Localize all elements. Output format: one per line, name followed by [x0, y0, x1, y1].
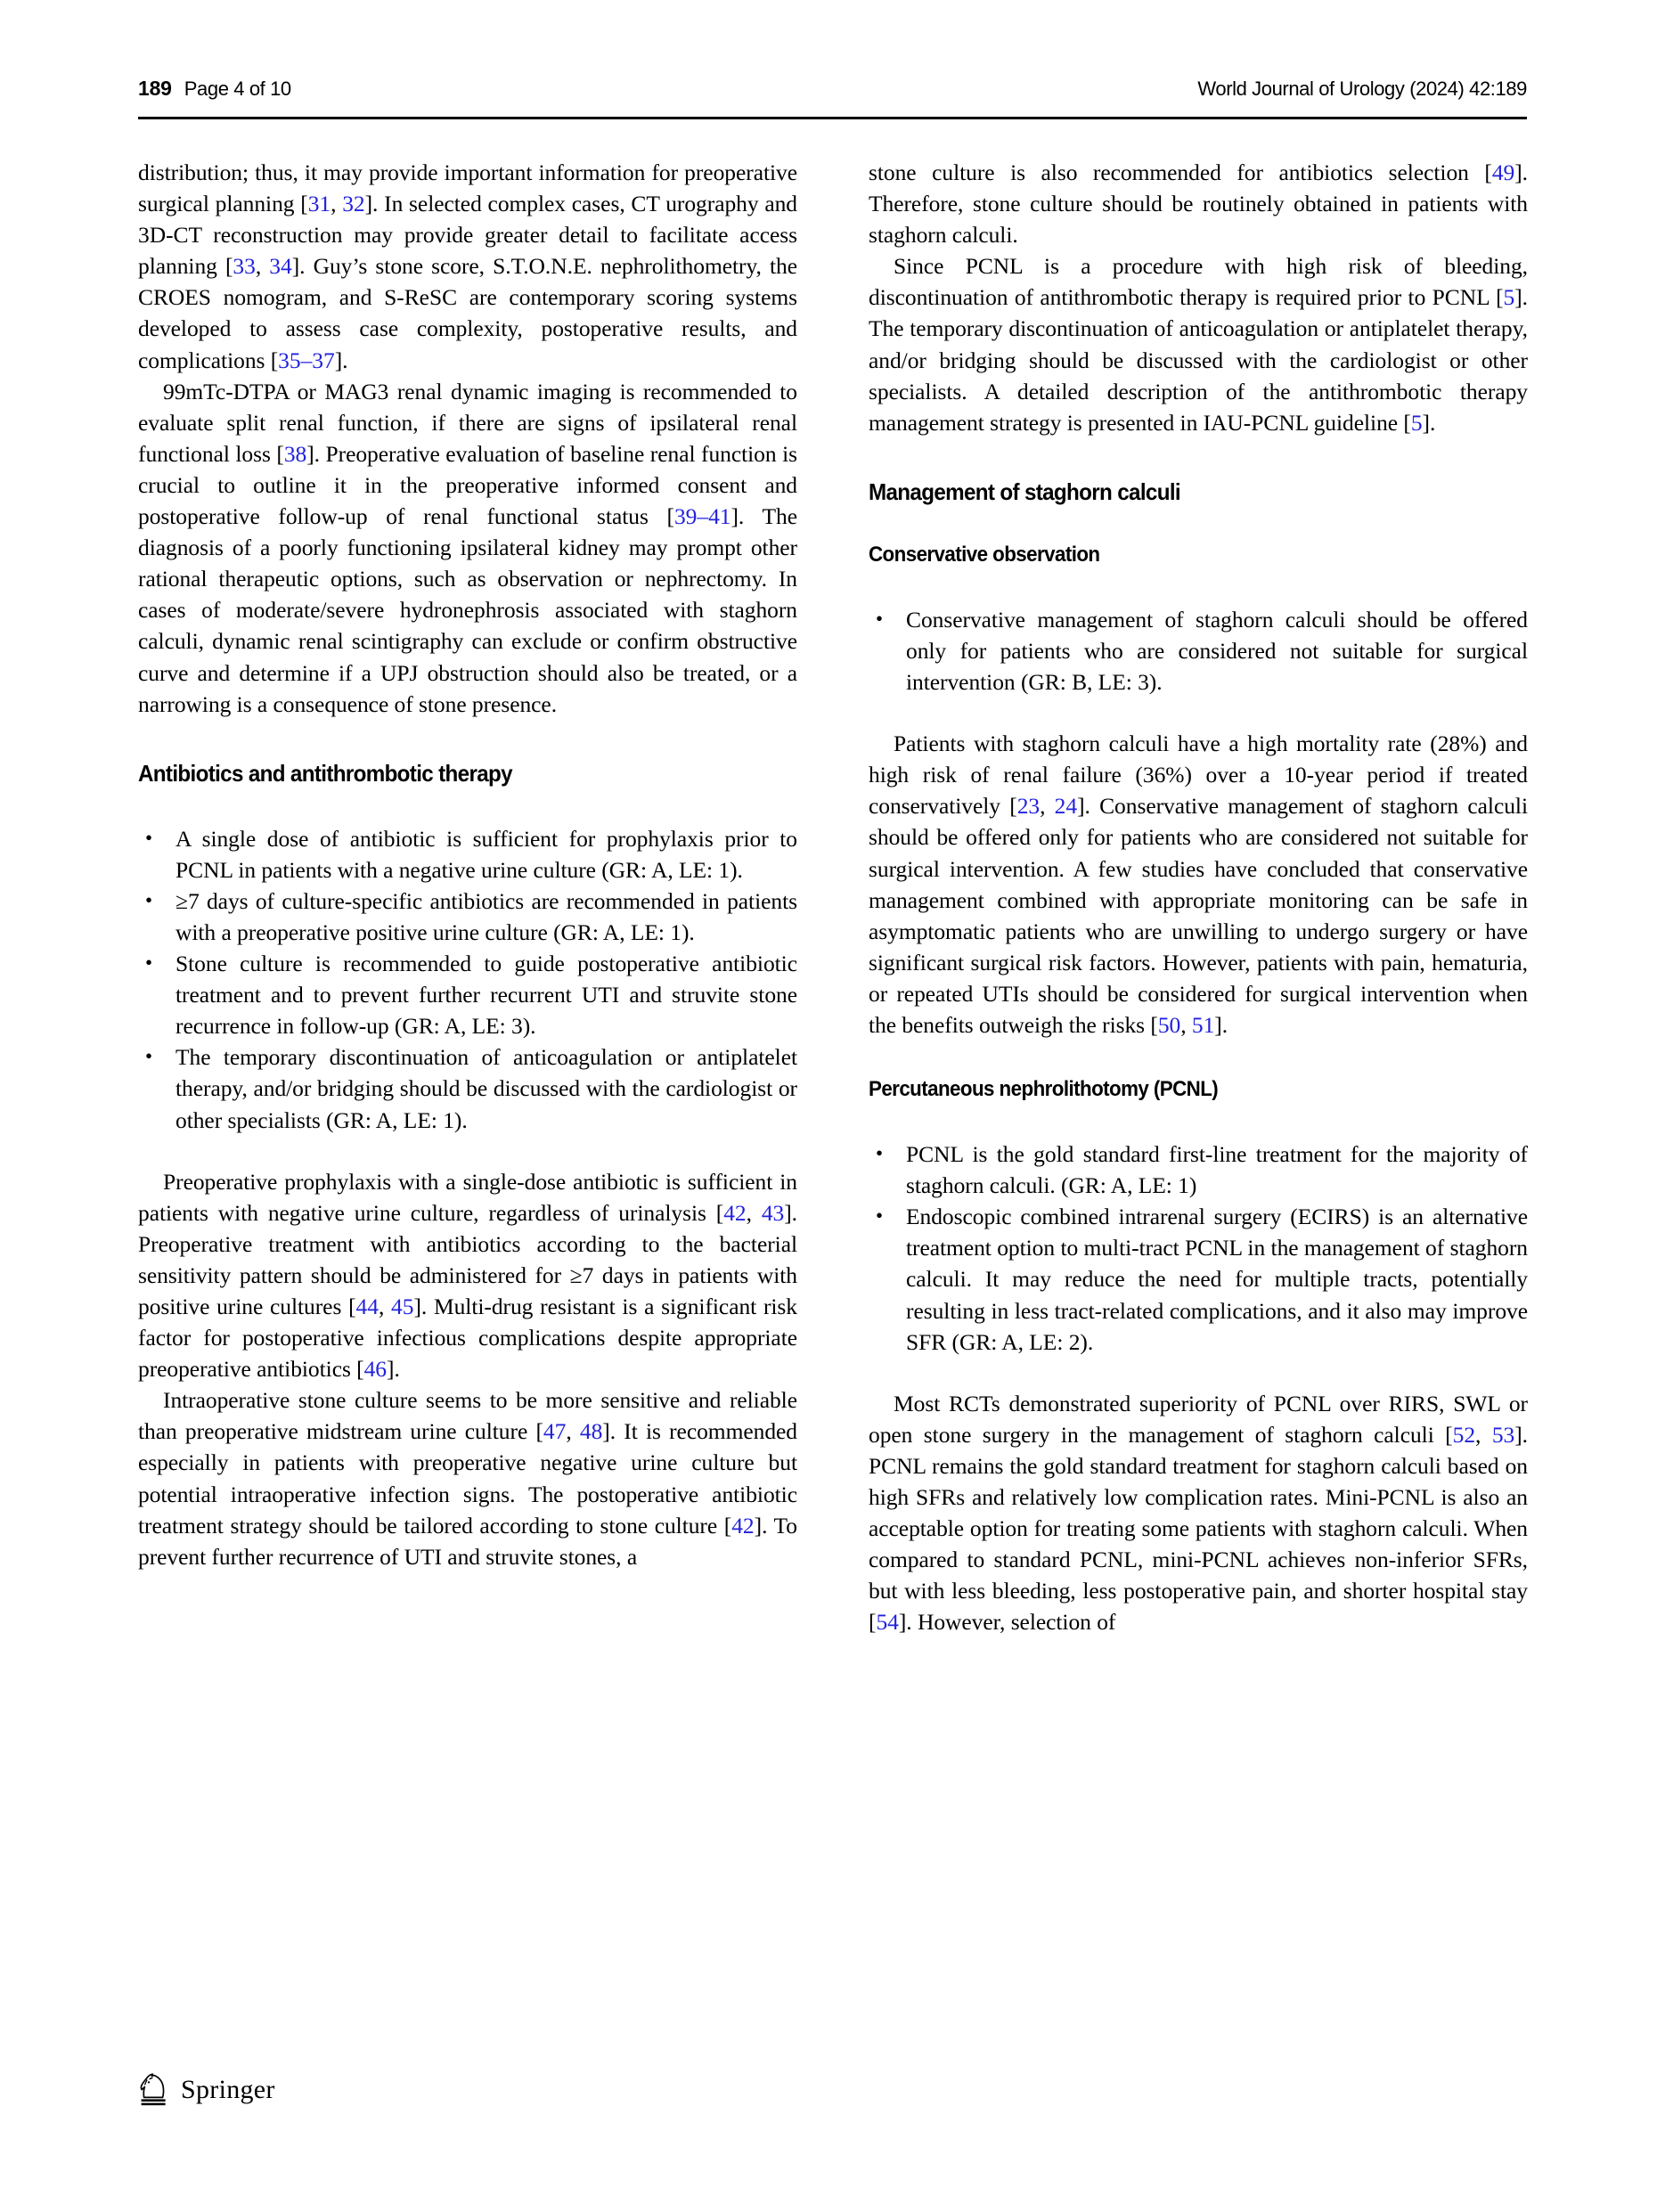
- two-column-body: [138, 157, 1528, 1637]
- list-item: • The temporary discontinuation of anticoagulation or antiplatelet therapy, and/or bridging should be discussed with the cardiologist or other specialists (GR: A, LE: 1).: [138, 1041, 797, 1135]
- paragraph-rct-superiority: [869, 1388, 1528, 1638]
- citation-ref[interactable]: 50: [1157, 1011, 1181, 1038]
- text-run: ]. The temporary discontinuation of anticoagulation or antiplatelet therapy, and/or bridging should be discussed with the cardiologist or other specialists. A detailed description of the antithrombotic therapy management strategy is presented in IAU-PCNL guideline [: [869, 284, 1528, 436]
- citation-ref[interactable]: 24: [1054, 793, 1078, 820]
- spacer: [869, 698, 1528, 728]
- citation-ref[interactable]: 5: [1503, 284, 1515, 311]
- text-run: ,: [1475, 1421, 1492, 1448]
- text-run: distribution; thus, it may provide important information for preoperative surgical planning [: [138, 159, 797, 217]
- text-run: ,: [1180, 1011, 1192, 1038]
- text-run: ]. It is recommended especially in patients with preoperative negative urine culture but potential intraoperative infection signs. The postoperative antibiotic treatment strategy should be tailored according to stone culture [: [138, 1418, 797, 1539]
- citation-ref[interactable]: 35–37: [278, 347, 335, 373]
- running-head: [138, 77, 1527, 112]
- spacer: [138, 1136, 797, 1166]
- text-run: ,: [378, 1294, 392, 1319]
- citation-ref[interactable]: 32: [342, 191, 365, 217]
- list-item: • Stone culture is recommended to guide postoperative antibiotic treatment and to prevent further recurrent UTI and struvite stone recurrence in follow-up (GR: A, LE: 3).: [138, 948, 797, 1041]
- list-item: • Endoscopic combined intrarenal surgery (ECIRS) is an alternative treatment option to multi-tract PCNL in the management of staghorn calculi. It may reduce the need for multiple tracts, potentially resulting in less tract-related complications, and it also may improve SFR (GR: A, LE: 2).: [869, 1201, 1528, 1357]
- recommendation-list-pcnl: [869, 1139, 1528, 1358]
- list-item: • ≥7 days of culture-specific antibiotics are recommended in patients with a preoperative positive urine culture (GR: A, LE: 1).: [138, 886, 797, 948]
- citation-ref[interactable]: 39–41: [673, 503, 731, 530]
- paragraph-renal-scintigraphy: [138, 376, 797, 720]
- recommendation-list-antibiotics: [138, 823, 797, 1136]
- heading-antibiotics-antithrombotic: Antibiotics and antithrombotic therapy: [138, 759, 512, 787]
- text-run: ,: [255, 253, 270, 280]
- citation-ref[interactable]: 38: [283, 440, 307, 467]
- springer-knight-logo-icon: [138, 2073, 168, 2107]
- text-run: ].: [1422, 409, 1436, 436]
- paragraph-stone-culture-continued: [869, 157, 1528, 250]
- paragraph-antithrombotic: [869, 250, 1528, 438]
- spacer: [869, 1358, 1528, 1388]
- text-run: ]. In selected complex cases, CT urography and 3D-CT reconstruction may provide greater detail to facilitate access planning [: [138, 191, 798, 280]
- left-column: [138, 157, 797, 1637]
- text-run: Patients with staghorn calculi have a high mortality rate (28%) and high risk of renal failure (36%) over a 10-year period if treated conservatively [: [869, 731, 1528, 820]
- article-number: 189: [138, 77, 172, 100]
- text-run: Preoperative prophylaxis with a single-dose antibiotic is sufficient in patients with negative urine culture, regardless of urinalysis [: [138, 1168, 797, 1226]
- text-run: stone culture is also recommended for antibiotics selection [: [869, 159, 1492, 185]
- text-run: Most RCTs demonstrated superiority of PCNL over RIRS, SWL or open stone surgery in the management of staghorn calculi [: [869, 1390, 1528, 1448]
- text-run: ]. Preoperative evaluation of baseline renal function is crucial to outline it in the preoperative informed consent and postoperative follow-up of renal functional status [: [138, 440, 797, 530]
- list-item: • Conservative management of staghorn calculi should be offered only for patients who are considered not suitable for surgical intervention (GR: B, LE: 3).: [869, 604, 1528, 698]
- page-indicator: Page 4 of 10: [184, 78, 291, 100]
- citation-ref[interactable]: 46: [363, 1356, 388, 1383]
- citation-ref[interactable]: 52: [1452, 1421, 1476, 1448]
- citation-ref[interactable]: 33: [233, 253, 256, 280]
- citation-ref[interactable]: 34: [269, 253, 292, 280]
- text-run: ]. To prevent further recurrence of UTI and struvite stones, a: [138, 1512, 798, 1570]
- text-run: ].: [334, 347, 348, 373]
- text-run: ]. PCNL remains the gold standard treatment for staghorn calculi based on high SFRs and relatively low complication rates. Mini-PCNL is also an acceptable option for treating some patients with staghorn calculi. When compared to standard PCNL, mini-PCNL achieves non-inferior SFRs, but with less bleeding, less postoperative pain, and shorter hospital stay [: [869, 1421, 1528, 1636]
- text-run: Since PCNL is a procedure with high risk of bleeding, discontinuation of antithrombotic therapy is required prior to PCNL [: [869, 253, 1528, 311]
- text-run: ,: [331, 191, 343, 217]
- text-run: Intraoperative stone culture seems to be more sensitive and reliable than preoperative midstream urine culture [: [138, 1387, 797, 1445]
- citation-ref[interactable]: 44: [355, 1294, 379, 1319]
- text-run: ,: [746, 1199, 762, 1226]
- text-run: ]. Guy’s stone score, S.T.O.N.E. nephrolithometry, the CROES nomogram, and S-ReSC are contemporary scoring systems developed to assess case complexity, postoperative results, and complications [: [138, 253, 797, 373]
- paragraph-imaging-planning: [138, 157, 797, 376]
- citation-ref[interactable]: 49: [1491, 159, 1515, 185]
- citation-ref[interactable]: 42: [723, 1199, 747, 1226]
- list-item: • PCNL is the gold standard first-line treatment for the majority of staghorn calculi. (GR: A, LE: 1): [869, 1139, 1528, 1201]
- running-head-left: [138, 77, 291, 101]
- citation-ref[interactable]: 45: [391, 1294, 414, 1319]
- paragraph-intraoperative-culture: [138, 1384, 797, 1572]
- citation-ref[interactable]: 54: [876, 1609, 899, 1636]
- text-run: ]. Preoperative treatment with antibiotics according to the bacterial sensitivity pattern should be administered for ≥7 days in patients with positive urine cultures [: [138, 1199, 797, 1319]
- text-run: ]. Multi-drug resistant is a significant risk factor for postoperative infectious complications despite appropriate preoperative antibiotics [: [138, 1294, 797, 1383]
- text-run: 99mTc-DTPA or MAG3 renal dynamic imaging is recommended to evaluate split renal function, if there are signs of ipsilateral renal functional loss [: [138, 378, 797, 467]
- citation-ref[interactable]: 31: [307, 191, 331, 217]
- heading-pcnl: Percutaneous nephrolithotomy (PCNL): [869, 1077, 1219, 1102]
- publisher-name: Springer: [181, 2075, 275, 2104]
- citation-ref[interactable]: 23: [1016, 793, 1041, 820]
- text-run: ]. The diagnosis of a poorly functioning ipsilateral kidney may prompt other rational therapeutic options, such as observation or nephrectomy. In cases of moderate/severe hydronephrosis associated with staghorn calculi, dynamic renal scintigraphy can exclude or confirm obstructive curve and determine if a UPJ obstruction should also be treated, or a narrowing is a consequence of stone presence.: [138, 503, 797, 717]
- citation-ref[interactable]: 5: [1410, 409, 1423, 436]
- citation-ref[interactable]: 47: [543, 1418, 567, 1445]
- heading-conservative-observation: Conservative observation: [869, 542, 1100, 567]
- paragraph-prophylaxis: [138, 1166, 797, 1385]
- publisher-footer: [138, 2073, 275, 2107]
- text-run: ].: [387, 1356, 400, 1383]
- citation-ref[interactable]: 51: [1191, 1011, 1215, 1038]
- list-item: • A single dose of antibiotic is sufficient for prophylaxis prior to PCNL in patients with a negative urine culture (GR: A, LE: 1).: [138, 823, 797, 886]
- citation-ref[interactable]: 48: [579, 1418, 603, 1445]
- journal-reference: World Journal of Urology (2024) 42:189: [1197, 78, 1527, 100]
- text-run: ,: [1040, 793, 1055, 820]
- heading-management-staghorn: Management of staghorn calculi: [869, 477, 1180, 505]
- paragraph-conservative-outcomes: [869, 728, 1528, 1041]
- text-run: ,: [566, 1418, 580, 1445]
- text-run: ]. Therefore, stone culture should be routinely obtained in patients with staghorn calculi.: [869, 159, 1528, 249]
- text-run: ]. However, selection of: [898, 1609, 1116, 1636]
- citation-ref[interactable]: 43: [761, 1199, 785, 1226]
- citation-ref[interactable]: 53: [1491, 1421, 1515, 1448]
- right-column: [869, 157, 1528, 1637]
- text-run: ]. Conservative management of staghorn calculi should be offered only for patients who are considered not suitable for surgical intervention. A few studies have concluded that conservative management combined with appropriate monitoring can be safe in asymptomatic patients who are unwilling to undergo surgery or have significant surgical risk factors. However, patients with pain, hematuria, or repeated UTIs should be considered for surgical intervention when the benefits outweigh the risks [: [869, 793, 1528, 1038]
- text-run: ].: [1214, 1011, 1228, 1038]
- citation-ref[interactable]: 42: [731, 1512, 755, 1539]
- recommendation-list-conservative: [869, 604, 1528, 698]
- header-rule: [138, 117, 1527, 119]
